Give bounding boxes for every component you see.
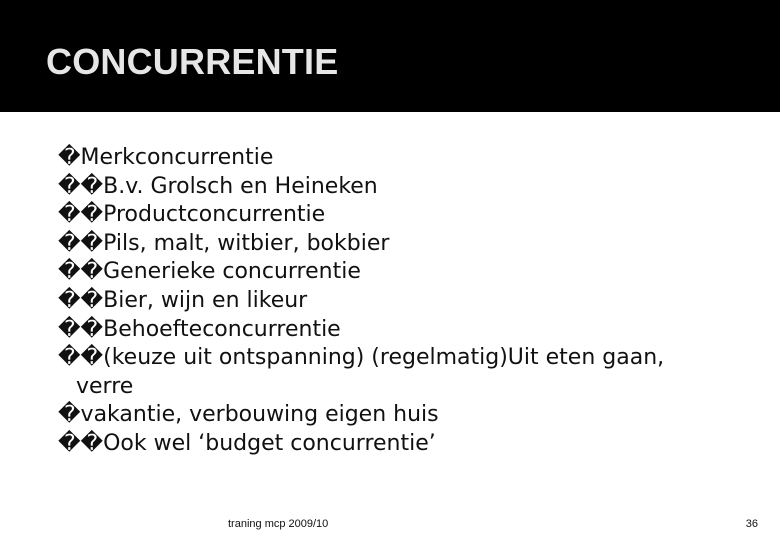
bullet-list <box>58 144 758 459</box>
bullet-line: verre <box>76 373 134 399</box>
title-bar <box>0 0 780 112</box>
bullet-line: �Merkconcurrentie <box>58 145 274 170</box>
bullet-line: ��(keuze uit ontspanning) (regelmatig)Uit eten gaan, <box>58 345 665 371</box>
page-number: 36 <box>745 518 758 530</box>
slide-title: CONCURRENTIE <box>46 41 339 82</box>
footer-text: traning mcp 2009/10 <box>228 518 329 530</box>
bullet-line: ��Ook wel ‘budget concurrentie’ <box>58 430 436 456</box>
bullet-line: ��Bier, wijn en likeur <box>58 287 308 313</box>
bullet-line: ��Pils, malt, witbier, bokbier <box>58 230 390 256</box>
bullet-line: ��B.v. Grolsch en Heineken <box>58 173 378 199</box>
bullet-line: ��Productconcurrentie <box>58 202 326 228</box>
bullet-line: ��Behoefteconcurrentie <box>58 316 341 342</box>
bullet-line: �vakantie, verbouwing eigen huis <box>58 402 439 428</box>
bullet-line: ��Generieke concurrentie <box>58 259 361 285</box>
